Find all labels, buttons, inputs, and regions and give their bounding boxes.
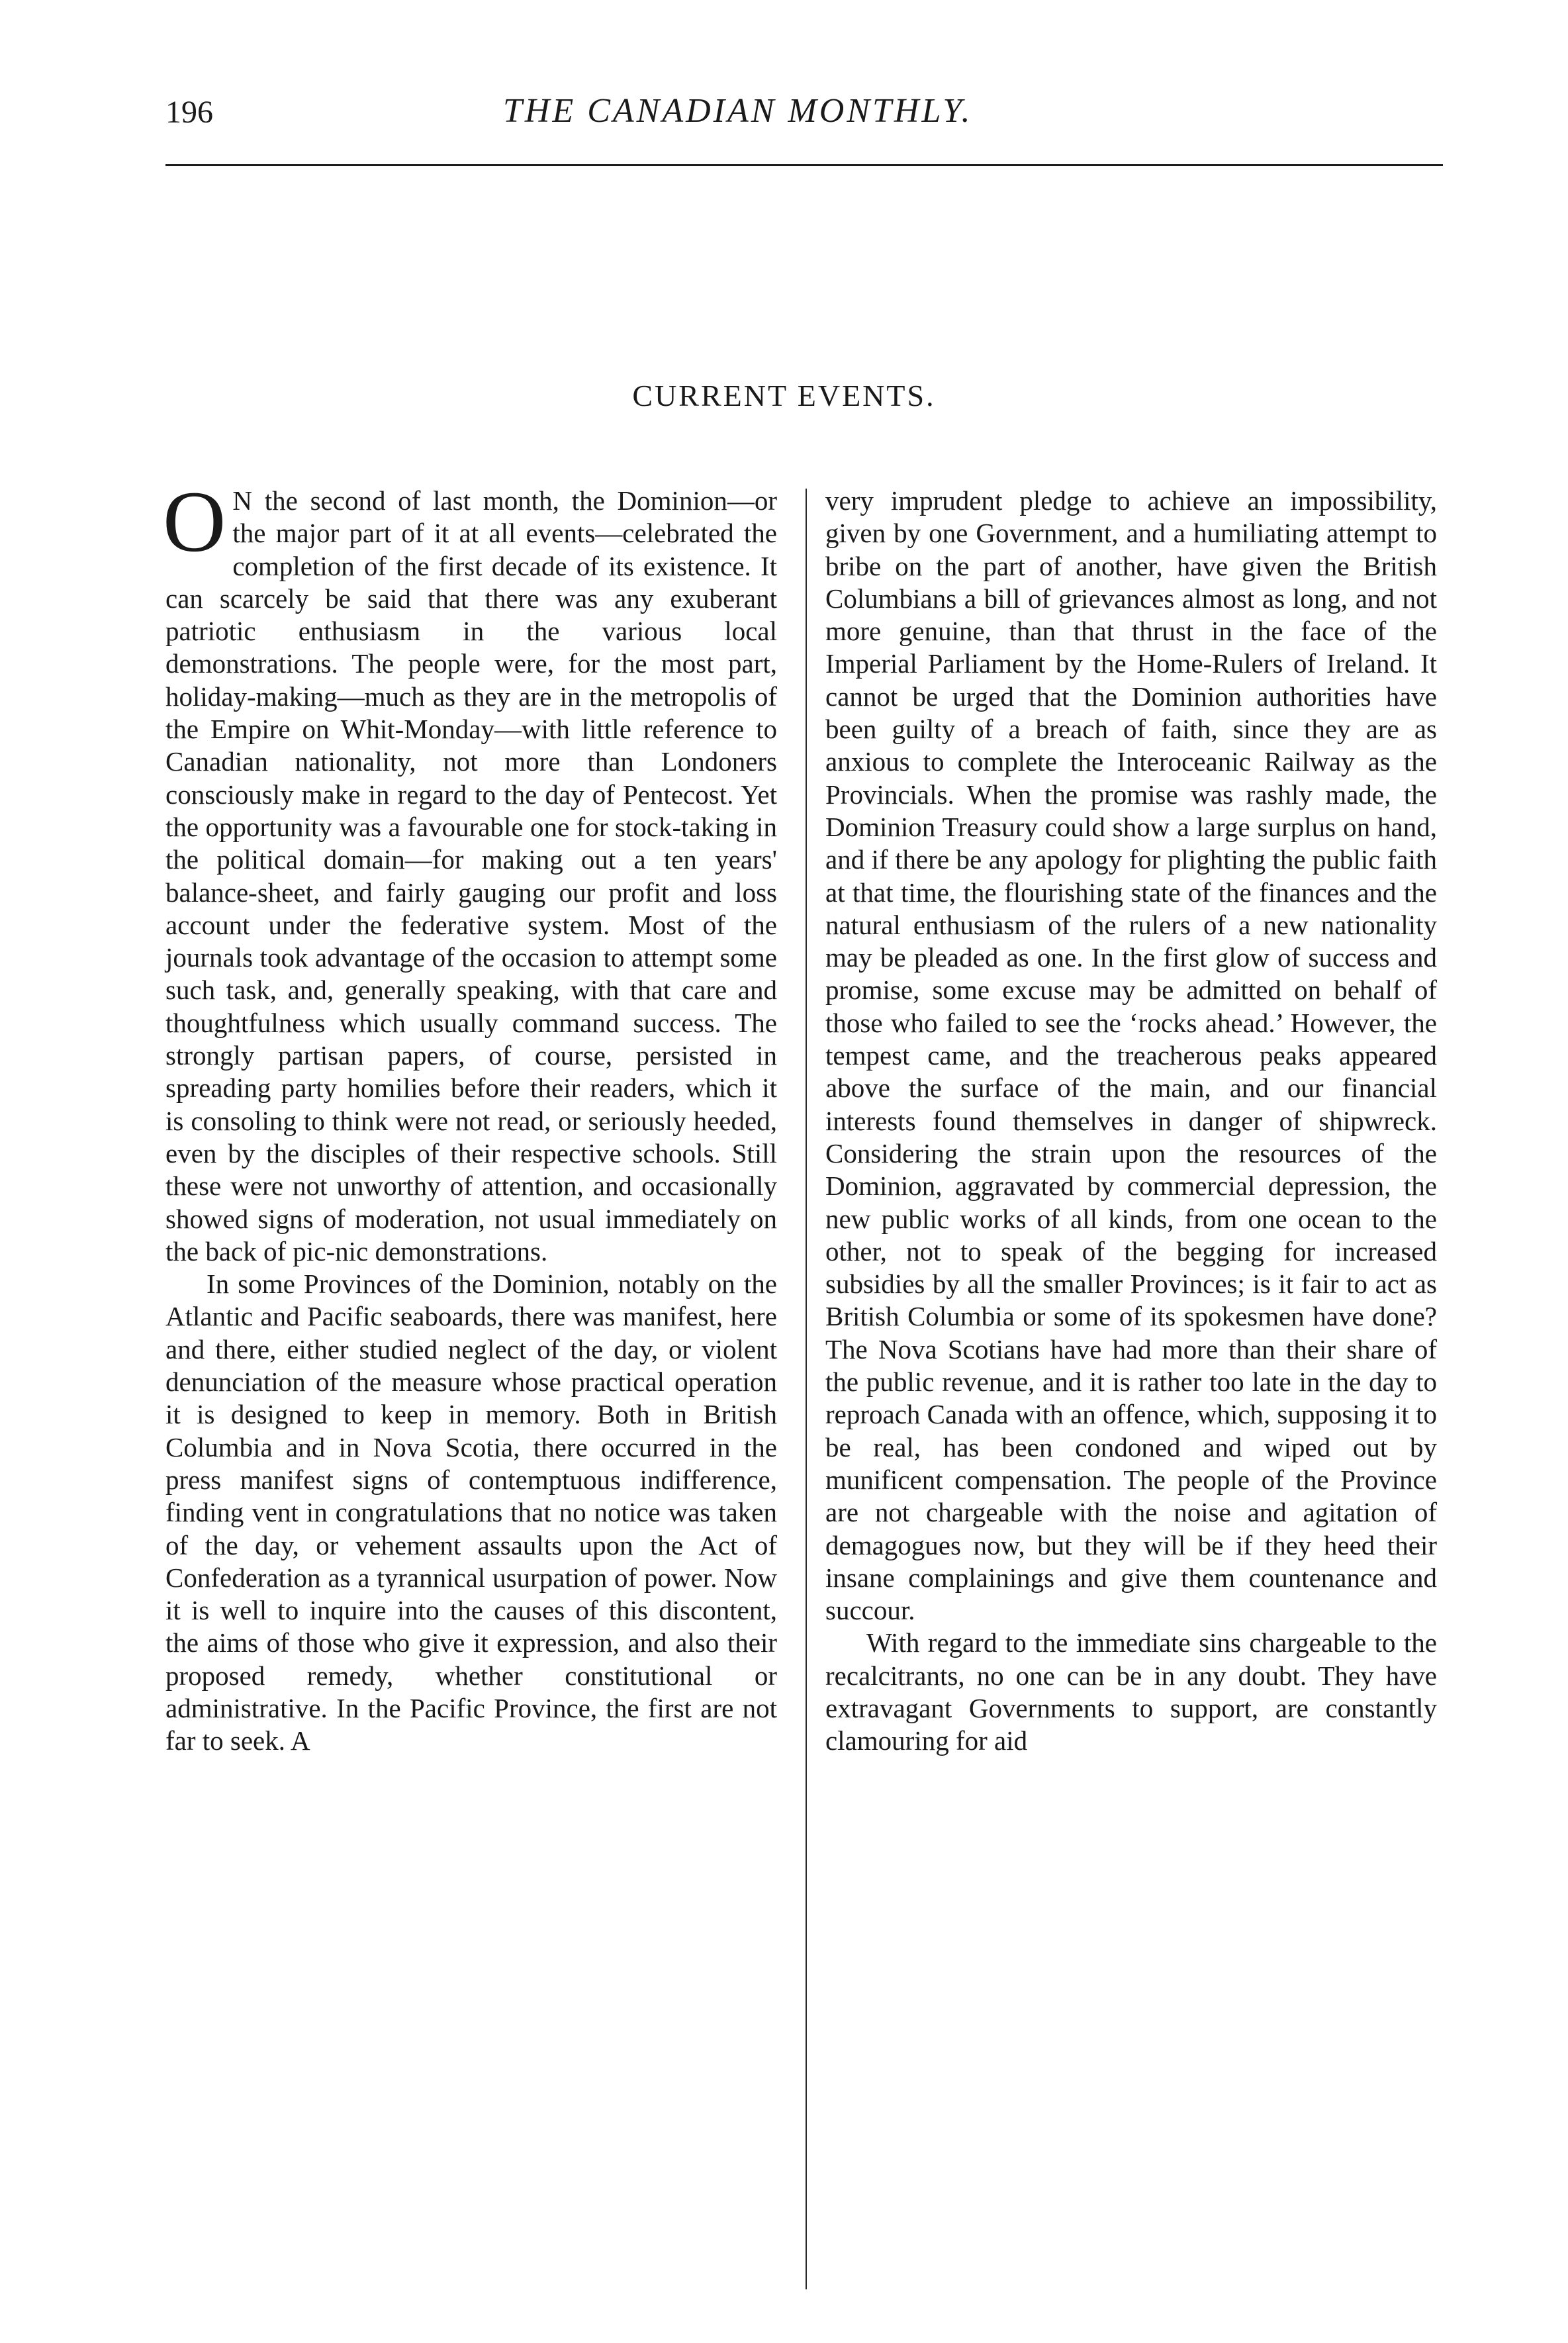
- section-title: CURRENT EVENTS.: [632, 379, 936, 412]
- running-head: THE CANADIAN MONTHLY.: [503, 92, 973, 130]
- left-column: [163, 473, 777, 1758]
- right-column: [825, 485, 1437, 1758]
- paragraph: In some Provinces of the Dominion, notably on the Atlantic and Pacific seaboards, there was manifest, here and there, either studied neglect of the day, or violent denunciation of the measure whose practical operation it is designed to keep in memory. Both in British Columbia and in Nova Scotia, there occurred in the press manifest signs of contemptuous indifference, finding vent in congratulations that no notice was taken of the day, or vehement assaults upon the Act of Confederation as a tyrannical usurpation of power. Now it is well to inquire into the causes of this discontent, the aims of those who give it expression, and also their proposed remedy, whether constitutional or administrative. In the Pacific Province, the first are not far to seek. A: [165, 1268, 777, 1756]
- header-rule: [165, 164, 1443, 166]
- paragraph: very imprudent pledge to achieve an impossibility, given by one Government, and a humiliating attempt to bribe on the part of another, have given the British Columbians a bill of grievances almost as long, and not more genuine, than that thrust in the face of the Imperial Parliament by the Home-Rulers of Ireland. It cannot be urged that the Dominion authorities have been guilty of a breach of faith, since they are as anxious to complete the Interoceanic Railway as the Provincials. When the promise was rashly made, the Dominion Treasury could show a large surplus on hand, and if there be any apology for plighting the public faith at that time, the flourishing state of the finances and the natural enthusiasm of the rulers of a new nationality may be pleaded as one. In the first glow of success and promise, some excuse may be admitted on behalf of those who failed to see the ‘rocks ahead.’ However, the tempest came, and the treacherous peaks appeared above the surface of the main, and our financial interests found themselves in danger of shipwreck. Considering the strain upon the resources of the Dominion, aggravated by commercial depression, the new public works of all kinds, from one ocean to the other, not to speak of the begging for increased subsidies by all the smaller Provinces; is it fair to act as British Columbia or some of its spokesmen have done? The Nova Scotians have had more than their share of the public revenue, and it is rather too late in the day to reproach Canada with an offence, which, supposing it to be real, has been condoned and wiped out by munificent compensation. The people of the Province are not chargeable with the noise and agitation of demagogues now, but they will be if they heed their insane complainings and give them countenance and succour.: [825, 485, 1437, 1626]
- column-divider: [806, 489, 807, 2289]
- page-number: 196: [165, 95, 213, 130]
- paragraph-text: N the second of last month, the Dominion—or the major part of it at all events—celebrated the completion of the first decade of its existence. It can scarcely be said that there was any exuberant patriotic enthusiasm in the various local demonstrations. The people were, for the most part, holiday-making—much as they are in the metropolis of the Empire on Whit-Monday—with little reference to Canadian nationality, not more than Londoners consciously make in regard to the day of Pentecost. Yet the opportunity was a favourable one for stock-taking in the political domain—for making out a ten years' balance-sheet, and fairly gauging our profit and loss account under the federative system. Most of the journals took advantage of the occasion to attempt some such task, and, generally speaking, with that care and thoughtfulness which usually command success. The strongly partisan papers, of course, persisted in spreading party homilies before their readers, which it is consoling to think were not read, or seriously heeded, even by the disciples of their respective schools. Still these were not unworthy of attention, and occasionally showed signs of moderation, not usual immediately on the back of pic-nic demonstrations.: [165, 485, 777, 1267]
- drop-cap: O: [163, 473, 226, 570]
- paragraph: [163, 473, 777, 1268]
- paragraph: With regard to the immediate sins chargeable to the recalcitrants, no one can be in any doubt. They have extravagant Governments to support, are constantly clamouring for aid: [825, 1627, 1437, 1756]
